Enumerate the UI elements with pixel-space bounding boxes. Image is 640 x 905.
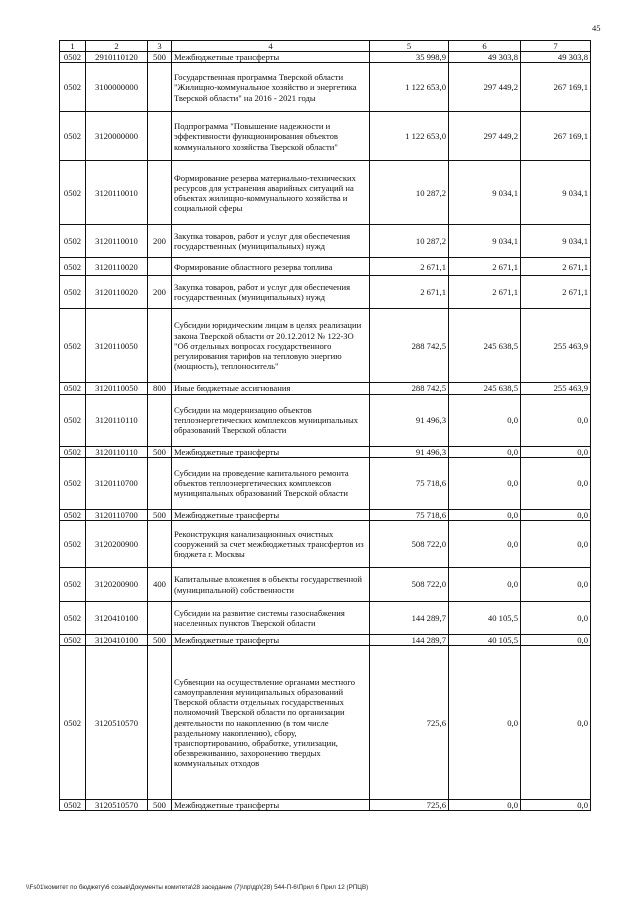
amount-2020-cell: 245 638,5	[449, 383, 521, 394]
razdel-cell: 0502	[60, 602, 86, 635]
amount-2021-cell: 0,0	[521, 635, 591, 646]
csr-cell: 3120110110	[86, 394, 148, 446]
name-cell: Субсидии на проведение капитального ремонта объектов теплоэнергетических комплексов муниципальных образований Тверской области	[172, 457, 370, 509]
table-row	[60, 225, 591, 258]
table-row	[60, 635, 591, 646]
amount-2019-cell: 725,6	[370, 646, 449, 800]
table-row	[60, 309, 591, 383]
csr-cell: 3120110020	[86, 276, 148, 309]
vr-cell: 500	[148, 52, 172, 63]
csr-cell: 3120110050	[86, 309, 148, 383]
table-row	[60, 383, 591, 394]
amount-2020-cell: 297 449,2	[449, 63, 521, 112]
amount-2019-cell: 1 122 653,0	[370, 63, 449, 112]
csr-cell: 3120110010	[86, 161, 148, 225]
amount-2019-cell: 288 742,5	[370, 383, 449, 394]
name-cell: Формирование резерва материально-технических ресурсов для устранения аварийных ситуаций на объектах жилищно-коммунального хозяйства и социальной сферы	[172, 161, 370, 225]
razdel-cell: 0502	[60, 800, 86, 811]
table-row	[60, 602, 591, 635]
amount-2021-cell: 0,0	[521, 602, 591, 635]
amount-2021-cell: 0,0	[521, 446, 591, 457]
amount-2019-cell: 508 722,0	[370, 568, 449, 602]
name-cell: Формирование областного резерва топлива	[172, 258, 370, 276]
vr-cell	[148, 112, 172, 161]
budget-table	[59, 40, 591, 811]
amount-2021-cell: 0,0	[521, 509, 591, 520]
amount-2020-cell: 40 105,5	[449, 602, 521, 635]
name-cell: Межбюджетные трансферты	[172, 800, 370, 811]
amount-2021-cell: 0,0	[521, 457, 591, 509]
amount-2019-cell: 725,6	[370, 800, 449, 811]
amount-2020-cell: 245 638,5	[449, 309, 521, 383]
amount-2019-cell: 91 496,3	[370, 446, 449, 457]
amount-2019-cell: 91 496,3	[370, 394, 449, 446]
csr-cell: 3120200900	[86, 568, 148, 602]
csr-cell: 2910110120	[86, 52, 148, 63]
name-cell: Субсидии на развитие системы газоснабжения населенных пунктов Тверской области	[172, 602, 370, 635]
amount-2021-cell: 2 671,1	[521, 258, 591, 276]
table-header-row	[60, 41, 591, 52]
vr-cell: 800	[148, 383, 172, 394]
amount-2021-cell: 255 463,9	[521, 383, 591, 394]
razdel-cell: 0502	[60, 446, 86, 457]
vr-cell: 200	[148, 276, 172, 309]
csr-cell: 3120110010	[86, 225, 148, 258]
vr-cell	[148, 646, 172, 800]
amount-2019-cell: 75 718,6	[370, 509, 449, 520]
header-cell: 4	[172, 41, 370, 52]
razdel-cell: 0502	[60, 521, 86, 568]
table-row	[60, 446, 591, 457]
vr-cell	[148, 161, 172, 225]
name-cell: Межбюджетные трансферты	[172, 446, 370, 457]
amount-2019-cell: 144 289,7	[370, 635, 449, 646]
amount-2020-cell: 9 034,1	[449, 161, 521, 225]
amount-2020-cell: 49 303,8	[449, 52, 521, 63]
table-row	[60, 646, 591, 800]
amount-2019-cell: 1 122 653,0	[370, 112, 449, 161]
name-cell: Межбюджетные трансферты	[172, 635, 370, 646]
razdel-cell: 0502	[60, 161, 86, 225]
name-cell: Субсидии на модернизацию объектов теплоэнергетических комплексов муниципальных образований Тверской области	[172, 394, 370, 446]
name-cell: Закупка товаров, работ и услуг для обеспечения государственных (муниципальных) нужд	[172, 225, 370, 258]
table-row	[60, 394, 591, 446]
csr-cell: 3120000000	[86, 112, 148, 161]
csr-cell: 3120110700	[86, 509, 148, 520]
amount-2019-cell: 2 671,1	[370, 258, 449, 276]
amount-2021-cell: 267 169,1	[521, 63, 591, 112]
amount-2020-cell: 2 671,1	[449, 258, 521, 276]
table-row	[60, 161, 591, 225]
amount-2019-cell: 10 287,2	[370, 161, 449, 225]
razdel-cell: 0502	[60, 112, 86, 161]
amount-2020-cell: 0,0	[449, 394, 521, 446]
name-cell: Государственная программа Тверской области "Жилищно-коммунальное хозяйство и энергетика Тверской области" на 2016 - 2021 годы	[172, 63, 370, 112]
vr-cell: 200	[148, 225, 172, 258]
name-cell: Закупка товаров, работ и услуг для обеспечения государственных (муниципальных) нужд	[172, 276, 370, 309]
header-cell: 6	[449, 41, 521, 52]
csr-cell: 3100000000	[86, 63, 148, 112]
table-row	[60, 521, 591, 568]
amount-2019-cell: 35 998,9	[370, 52, 449, 63]
amount-2020-cell: 9 034,1	[449, 225, 521, 258]
csr-cell: 3120200900	[86, 521, 148, 568]
header-cell: 7	[521, 41, 591, 52]
name-cell: Иные бюджетные ассигнования	[172, 383, 370, 394]
vr-cell	[148, 258, 172, 276]
amount-2021-cell: 9 034,1	[521, 225, 591, 258]
vr-cell	[148, 63, 172, 112]
amount-2020-cell: 0,0	[449, 521, 521, 568]
amount-2021-cell: 0,0	[521, 394, 591, 446]
vr-cell	[148, 602, 172, 635]
amount-2019-cell: 75 718,6	[370, 457, 449, 509]
amount-2019-cell: 2 671,1	[370, 276, 449, 309]
razdel-cell: 0502	[60, 63, 86, 112]
amount-2021-cell: 2 671,1	[521, 276, 591, 309]
name-cell: Субвенции на осуществление органами местного самоуправления муниципальных образований Тверской области отдельных государственных полномочий Тверской области по организации деятельности по накоплению (в том числе раздельному накоплению), сбору, транспортированию, обработке, утилизации, обезвреживанию, захоронению твердых коммунальных отходов	[172, 646, 370, 800]
footer-file-path: \\Fs01\комитет по бюджету\6 созыв\Документы комитета\28 заседание (7)\пр\др\(28) 544-П-6\Прил 6 Прил 12 (РПЦВ)	[26, 884, 369, 891]
amount-2019-cell: 288 742,5	[370, 309, 449, 383]
table-row	[60, 112, 591, 161]
razdel-cell: 0502	[60, 457, 86, 509]
amount-2021-cell: 0,0	[521, 521, 591, 568]
amount-2020-cell: 0,0	[449, 646, 521, 800]
csr-cell: 3120110700	[86, 457, 148, 509]
vr-cell: 500	[148, 446, 172, 457]
csr-cell: 3120510570	[86, 646, 148, 800]
razdel-cell: 0502	[60, 225, 86, 258]
amount-2020-cell: 297 449,2	[449, 112, 521, 161]
razdel-cell: 0502	[60, 568, 86, 602]
vr-cell: 500	[148, 509, 172, 520]
amount-2019-cell: 10 287,2	[370, 225, 449, 258]
vr-cell	[148, 521, 172, 568]
header-cell: 1	[60, 41, 86, 52]
razdel-cell: 0502	[60, 52, 86, 63]
amount-2019-cell: 508 722,0	[370, 521, 449, 568]
razdel-cell: 0502	[60, 309, 86, 383]
amount-2020-cell: 2 671,1	[449, 276, 521, 309]
razdel-cell: 0502	[60, 258, 86, 276]
razdel-cell: 0502	[60, 383, 86, 394]
header-cell: 2	[86, 41, 148, 52]
vr-cell: 500	[148, 635, 172, 646]
vr-cell	[148, 457, 172, 509]
amount-2021-cell: 0,0	[521, 568, 591, 602]
header-cell: 5	[370, 41, 449, 52]
amount-2021-cell: 0,0	[521, 646, 591, 800]
vr-cell	[148, 309, 172, 383]
csr-cell: 3120410100	[86, 602, 148, 635]
name-cell: Межбюджетные трансферты	[172, 509, 370, 520]
razdel-cell: 0502	[60, 276, 86, 309]
amount-2021-cell: 267 169,1	[521, 112, 591, 161]
csr-cell: 3120110020	[86, 258, 148, 276]
name-cell: Межбюджетные трансферты	[172, 52, 370, 63]
razdel-cell: 0502	[60, 646, 86, 800]
table-row	[60, 457, 591, 509]
amount-2020-cell: 0,0	[449, 568, 521, 602]
amount-2021-cell: 9 034,1	[521, 161, 591, 225]
table-row	[60, 258, 591, 276]
csr-cell: 3120110110	[86, 446, 148, 457]
amount-2021-cell: 255 463,9	[521, 309, 591, 383]
csr-cell: 3120410100	[86, 635, 148, 646]
amount-2020-cell: 40 105,5	[449, 635, 521, 646]
razdel-cell: 0502	[60, 509, 86, 520]
table-row	[60, 276, 591, 309]
name-cell: Капитальные вложения в объекты государственной (муниципальной) собственности	[172, 568, 370, 602]
name-cell: Подпрограмма "Повышение надежности и эффективности функционирования объектов коммунального хозяйства Тверской области"	[172, 112, 370, 161]
razdel-cell: 0502	[60, 635, 86, 646]
amount-2020-cell: 0,0	[449, 457, 521, 509]
name-cell: Субсидии юридическим лицам в целях реализации закона Тверской области от 20.12.2012 № 122-ЗО "Об отдельных вопросах государственного регулирования тарифов на тепловую энергию (мощность), теплоноситель"	[172, 309, 370, 383]
amount-2020-cell: 0,0	[449, 509, 521, 520]
csr-cell: 3120110050	[86, 383, 148, 394]
amount-2019-cell: 144 289,7	[370, 602, 449, 635]
table-row	[60, 52, 591, 63]
amount-2020-cell: 0,0	[449, 446, 521, 457]
vr-cell	[148, 394, 172, 446]
amount-2020-cell: 0,0	[449, 800, 521, 811]
page-number: 45	[592, 23, 601, 33]
header-cell: 3	[148, 41, 172, 52]
table-row	[60, 63, 591, 112]
vr-cell: 400	[148, 568, 172, 602]
csr-cell: 3120510570	[86, 800, 148, 811]
amount-2021-cell: 49 303,8	[521, 52, 591, 63]
table-row	[60, 568, 591, 602]
amount-2021-cell: 0,0	[521, 800, 591, 811]
name-cell: Реконструкция канализационных очистных сооружений за счет межбюджетных трансфертов из бюджета г. Москвы	[172, 521, 370, 568]
table-row	[60, 800, 591, 811]
vr-cell: 500	[148, 800, 172, 811]
razdel-cell: 0502	[60, 394, 86, 446]
table-row	[60, 509, 591, 520]
